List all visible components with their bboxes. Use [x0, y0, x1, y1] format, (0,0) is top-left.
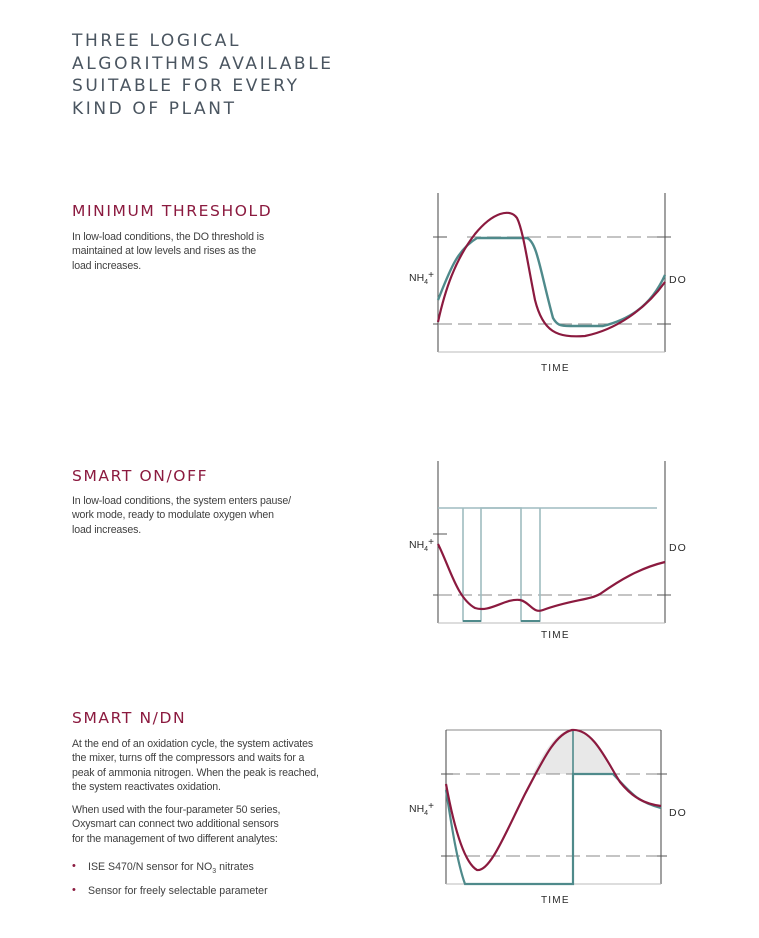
text-line: In low-load conditions, the DO threshold is	[72, 231, 264, 243]
do-label: DO	[669, 542, 687, 554]
text-line: the system reactivates oxidation.	[72, 781, 221, 794]
do-label: DO	[669, 807, 687, 819]
nh4-label: $NH_4+$	[409, 537, 434, 553]
heading-line: KIND OF PLANT	[72, 98, 237, 119]
time-label: TIME	[541, 895, 570, 906]
section-description	[72, 737, 352, 795]
section-description	[72, 803, 352, 846]
section-title-smart-on-off: SMART ON/OFF	[72, 467, 209, 485]
heading-line: SUITABLE FOR EVERY	[72, 76, 300, 96]
nh4-label: $NH_4+$	[409, 801, 434, 817]
bullet-icon: •	[72, 884, 76, 896]
text-line: load increases.	[72, 523, 142, 536]
text-line: Oxysmart can connect two additional sensors	[72, 818, 279, 831]
analyte-list	[72, 861, 268, 899]
minimum-threshold-chart	[395, 190, 705, 380]
text-line: In low-load conditions, the system enters pause/	[72, 495, 291, 507]
do-curve	[438, 238, 665, 326]
heading-line: THREE LOGICAL	[72, 31, 242, 51]
text-line: At the end of an oxidation cycle, the system activates	[72, 738, 313, 750]
time-label: TIME	[541, 363, 570, 374]
nh4-label: $NH_4+$	[409, 270, 434, 286]
text-line: work mode, ready to modulate oxygen when	[72, 509, 274, 522]
bullet-icon: •	[72, 860, 76, 872]
list-item-text: Sensor for freely selectable parameter	[88, 885, 268, 897]
section-title-smart-n-dn: SMART N/DN	[72, 709, 187, 727]
text-line: load increases.	[72, 259, 142, 272]
smart-on-off-chart	[395, 458, 705, 648]
do-label: DO	[669, 274, 687, 286]
text-line: the mixer, turns off the compressors and waits for a	[72, 752, 305, 765]
section-description	[72, 230, 352, 273]
section-title-minimum-threshold: MINIMUM THRESHOLD	[72, 202, 273, 220]
nh4-curve	[438, 544, 665, 611]
list-item	[72, 861, 268, 875]
list-item-text: ISE S470/N sensor for $NO_3$ nitrates	[88, 861, 254, 876]
heading-line: ALGORITHMS AVAILABLE	[72, 53, 334, 74]
nh4-curve	[438, 213, 665, 337]
text-line: When used with the four-parameter 50 series,	[72, 804, 281, 816]
text-line: peak of ammonia nitrogen. When the peak is reached,	[72, 766, 319, 779]
text-line: for the management of two different analytes:	[72, 832, 278, 845]
section-description	[72, 494, 352, 537]
smart-n-dn-chart	[395, 722, 705, 912]
list-item	[72, 885, 268, 899]
time-label: TIME	[541, 630, 570, 641]
text-line: maintained at low levels and rises as the	[72, 245, 257, 258]
page-heading	[72, 30, 372, 120]
